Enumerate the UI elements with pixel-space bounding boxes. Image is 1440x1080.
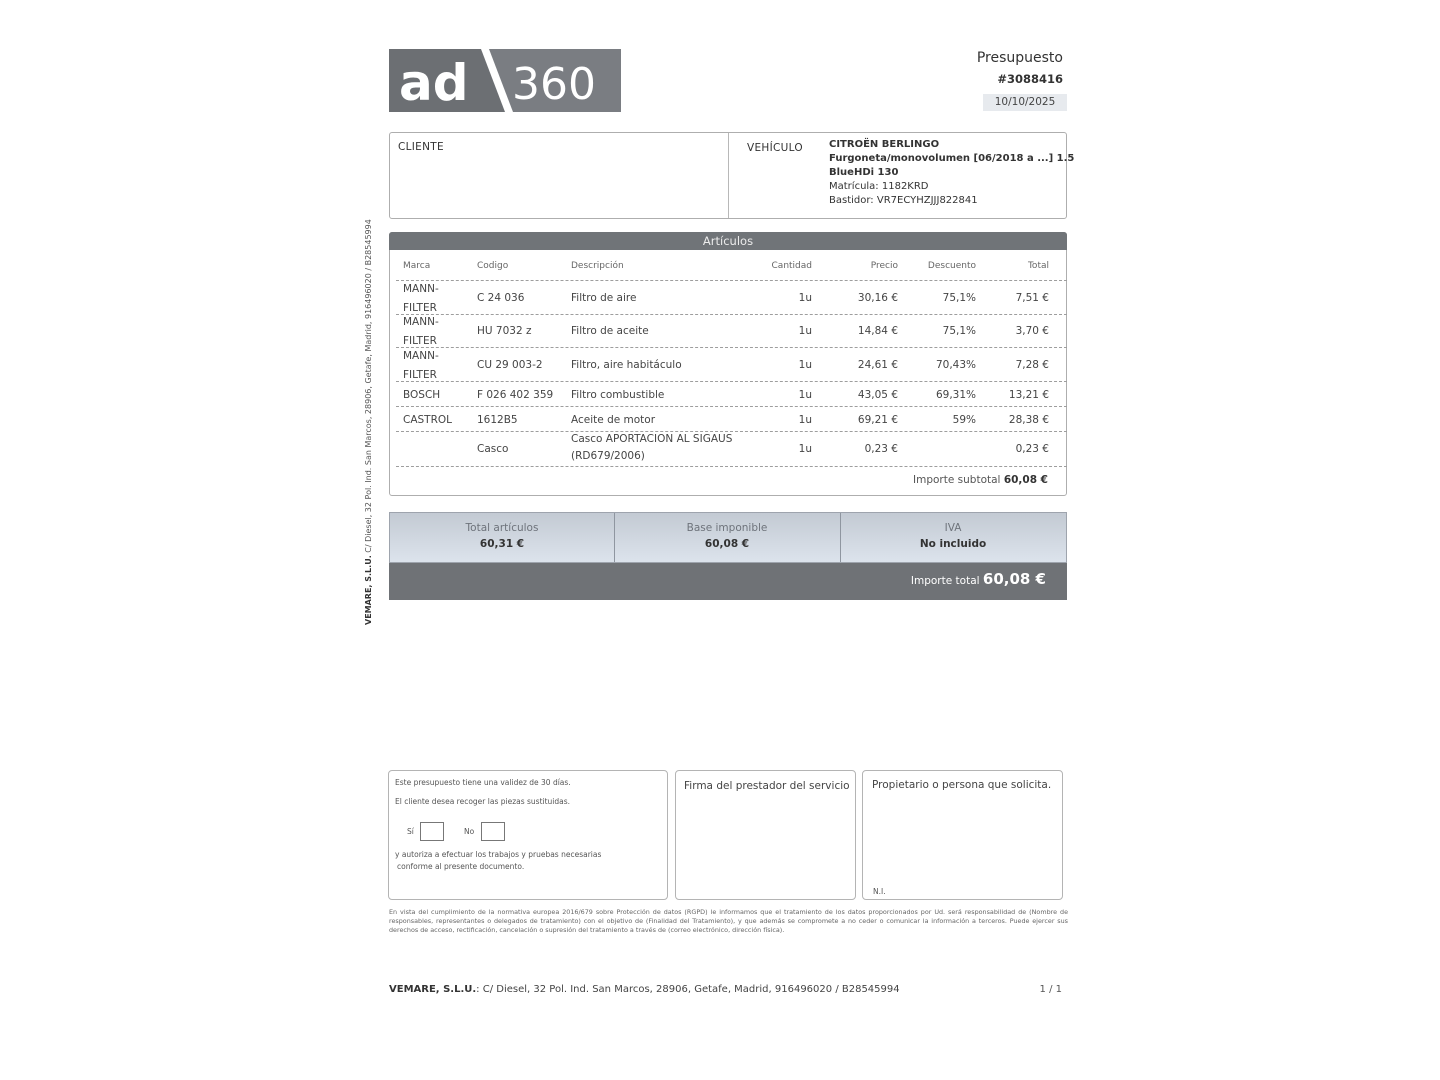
vehicle-label: VEHÍCULO xyxy=(747,142,803,154)
row-separator xyxy=(396,347,1067,348)
row-discount: 59% xyxy=(952,414,976,426)
column-header-description: Descripción xyxy=(571,261,624,271)
client-label: CLIENTE xyxy=(398,141,444,153)
vehicle-vin: Bastidor: VR7ECYHZJJJ822841 xyxy=(829,195,978,206)
side-company-name: VEMARE, S.L.U. xyxy=(364,555,373,625)
privacy-notice: En vista del cumplimiento de la normativa europea 2016/679 sobre Protección de datos (RGPD) le informamos que el tratamiento de los datos proporcionados por Ud. será responsabilidad de (Nombre de responsables, representantes o delegados de tratamiento) con el objetivo de (Finalidad del Tratamiento), y que además se compromete a no ceder o comunicar la información a terceros. Puede ejercer sus derechos de acceso, rectificación, cancelación o supresión del tratamiento a través de (correo electrónico, dirección física). xyxy=(389,908,1068,934)
logo-text-ad: ad xyxy=(399,54,469,112)
row-code: Casco xyxy=(477,443,509,455)
row-code: CU 29 003-2 xyxy=(477,359,543,371)
ad360-logo xyxy=(389,49,621,112)
row-discount: 75,1% xyxy=(942,325,976,337)
row-price: 0,23 € xyxy=(864,443,898,455)
row-quantity: 1u xyxy=(798,389,812,401)
no-checkbox[interactable] xyxy=(481,822,505,841)
row-code: 1612B5 xyxy=(477,414,518,426)
row-description: Filtro, aire habitáculo xyxy=(571,359,682,371)
row-brand-cont: FILTER xyxy=(403,302,437,314)
row-price: 30,16 € xyxy=(857,292,898,304)
grand-total xyxy=(820,570,1046,588)
document-title: Presupuesto xyxy=(976,50,1063,66)
authorize-note-cont: conforme al presente documento. xyxy=(397,862,525,871)
row-description: Filtro de aire xyxy=(571,292,637,304)
row-total: 13,21 € xyxy=(1008,389,1049,401)
row-brand: CASTROL xyxy=(403,414,453,426)
row-description-cont: (RD679/2006) xyxy=(571,450,645,462)
row-discount: 75,1% xyxy=(942,292,976,304)
column-header-discount: Descuento xyxy=(927,261,976,271)
footer-company-name: VEMARE, S.L.U. xyxy=(389,984,477,995)
total-articles-value: 60,31 € xyxy=(479,538,525,550)
column-header-brand: Marca xyxy=(403,261,431,271)
row-brand: MANN- xyxy=(403,283,439,295)
row-quantity: 1u xyxy=(798,325,812,337)
footer-company-address: : C/ Diesel, 32 Pol. Ind. San Marcos, 28906, Getafe, Madrid, 916496020 / B28545994 xyxy=(476,984,900,995)
row-total: 7,28 € xyxy=(1015,359,1049,371)
row-separator xyxy=(396,280,1067,281)
row-discount: 69,31% xyxy=(935,389,976,401)
row-description: Filtro de aceite xyxy=(571,325,649,337)
row-description: Casco APORTACION AL SIGAUS xyxy=(571,433,733,445)
validity-note: Este presupuesto tiene una validez de 30 días. xyxy=(395,778,571,787)
tax-base-label: Base imponible xyxy=(686,522,768,534)
row-price: 69,21 € xyxy=(857,414,898,426)
row-separator xyxy=(396,381,1067,382)
column-header-quantity: Cantidad xyxy=(771,261,812,271)
row-code: C 24 036 xyxy=(477,292,525,304)
subtotal xyxy=(860,474,1048,486)
vehicle-make-model: CITROËN BERLINGO xyxy=(829,139,940,150)
row-separator xyxy=(396,431,1067,432)
no-label: No xyxy=(464,827,475,836)
yes-checkbox[interactable] xyxy=(420,822,444,841)
subtotal-value: 60,08 € xyxy=(1003,474,1048,486)
vat-label: IVA xyxy=(944,522,962,534)
row-quantity: 1u xyxy=(798,443,812,455)
row-quantity: 1u xyxy=(798,414,812,426)
column-header-total: Total xyxy=(1027,261,1049,271)
nif-label: N.I. xyxy=(873,887,886,896)
row-total: 7,51 € xyxy=(1015,292,1049,304)
row-price: 43,05 € xyxy=(857,389,898,401)
row-brand-cont: FILTER xyxy=(403,335,437,347)
vat-value: No incluido xyxy=(919,538,987,550)
row-separator xyxy=(396,314,1067,315)
authorize-note: y autoriza a efectuar los trabajos y pruebas necesarias xyxy=(395,850,602,859)
subtotal-label: Importe subtotal xyxy=(913,474,1001,486)
grand-total-value: 60,08 € xyxy=(982,570,1046,588)
row-quantity: 1u xyxy=(798,359,812,371)
page-number: 1 / 1 xyxy=(1039,984,1062,995)
vehicle-description: Furgoneta/monovolumen [06/2018 a ...] 1.5 xyxy=(829,153,1075,164)
tax-base-value: 60,08 € xyxy=(704,538,750,550)
row-description: Filtro combustible xyxy=(571,389,665,401)
vehicle-plate: Matrícula: 1182KRD xyxy=(829,181,929,192)
side-company-info xyxy=(364,219,373,625)
yes-label: Sí xyxy=(407,827,414,836)
owner-signature-label: Propietario o persona que solicita. xyxy=(872,779,1052,791)
total-articles-label: Total artículos xyxy=(465,522,539,534)
row-separator xyxy=(396,406,1067,407)
side-company-address: C/ Diesel, 32 Pol. Ind. San Marcos, 28906, Getafe, Madrid, 916496020 / B28545994 xyxy=(364,219,373,553)
row-price: 24,61 € xyxy=(857,359,898,371)
row-price: 14,84 € xyxy=(857,325,898,337)
document-number: #3088416 xyxy=(997,72,1063,86)
row-brand: BOSCH xyxy=(403,389,441,401)
column-header-price: Precio xyxy=(870,261,898,271)
row-total: 0,23 € xyxy=(1015,443,1049,455)
info-divider xyxy=(728,133,729,218)
row-quantity: 1u xyxy=(798,292,812,304)
document-date: 10/10/2025 xyxy=(983,94,1067,111)
grand-total-label: Importe total xyxy=(910,575,980,587)
row-separator xyxy=(396,466,1067,467)
collect-parts-note: El cliente desea recoger las piezas sustituidas. xyxy=(395,797,571,806)
row-brand: MANN- xyxy=(403,350,439,362)
vehicle-description-2: BlueHDi 130 xyxy=(829,167,899,178)
row-code: HU 7032 z xyxy=(477,325,532,337)
row-total: 28,38 € xyxy=(1008,414,1049,426)
logo-text-360: 360 xyxy=(512,59,596,110)
row-code: F 026 402 359 xyxy=(477,389,554,401)
row-brand: MANN- xyxy=(403,316,439,328)
row-discount: 70,43% xyxy=(935,359,976,371)
footer-company-info xyxy=(389,984,900,995)
row-total: 3,70 € xyxy=(1015,325,1049,337)
column-header-code: Codigo xyxy=(477,261,509,271)
provider-signature-label: Firma del prestador del servicio xyxy=(684,780,850,792)
articles-header: Artículos xyxy=(389,232,1067,250)
row-brand-cont: FILTER xyxy=(403,369,437,381)
row-description: Aceite de motor xyxy=(571,414,656,426)
